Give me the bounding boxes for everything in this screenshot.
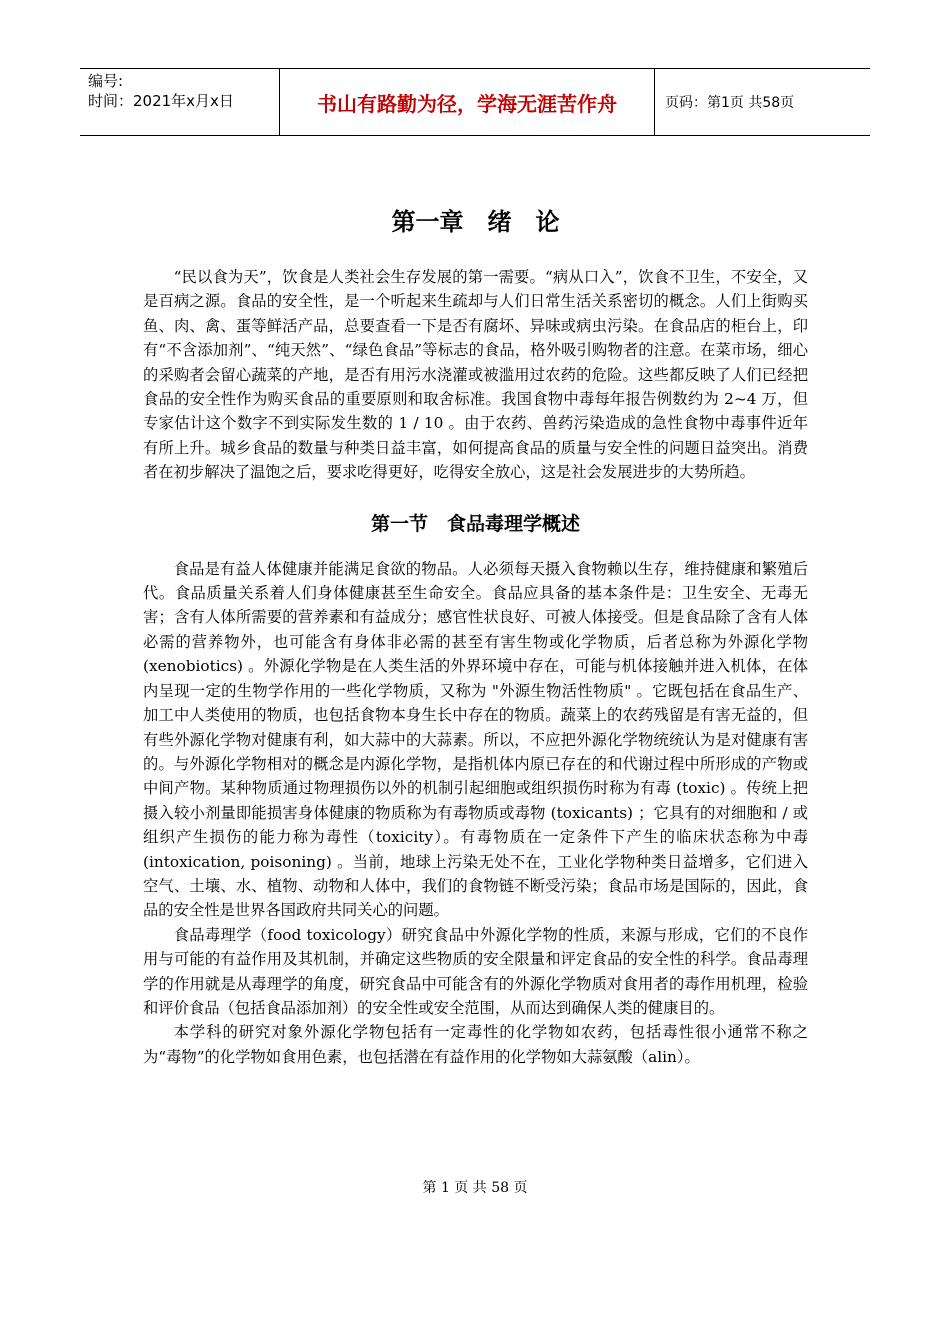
chapter-title: 第一章 绪 论: [391, 208, 560, 236]
document-number: 编号:: [88, 72, 124, 90]
body-paragraph: 食品毒理学（food toxicology）研究食品中外源化学物的性质，来源与形成，它们的不良作用与可能的有益作用及其机制，并确定这些物质的安全限量和评定食品的安全性的科学。食品毒理学的作用就是从毒理学的角度，研究食品中可能含有的外源化学物质对食用者的毒作用机理，检验和评价食品（包括食品添加剂）的安全性或安全范围，从而达到确保人类的健康目的。: [143, 925, 808, 1017]
page-footer: 第 1 页 共 58 页: [422, 1180, 528, 1196]
body-paragraph: 食品是有益人体健康并能满足食欲的物品。人必须每天摄入食物赖以生存，维持健康和繁殖后代。食品质量关系着人们身体健康甚至生命安全。食品应具备的基本条件是：卫生安全、无毒无害；含有人体所需要的营养素和有益成分；感官性状良好、可被人体接受。但是食品除了含有人体必需的营养物外，也可能含有身体非必需的甚至有害生物或化学物质，后者总称为外源化学物 (xenobiotics) 。外源化学物是在人类生活的外界环境中存在，可能与机体接触并进入机体，在体内呈现一定的生物学作用的一些化学物质，又称为 "外源生物活性物质" 。它既包括在食品生产、加工中人类使用的物质，也包括食物本身生长中存在的物质。蔬菜上的农药残留是有害无益的，但有些外源化学物对健康有利，如大蒜中的大蒜素。所以，不应把外源化学物统统认为是对健康有害的。与外源化学物相对的概念是内源化学物，是指机体内原已存在的和代谢过程中所形成的产物或中间产物。某种物质通过物理损伤以外的机制引起细胞或组织损伤时称为有毒 (toxic) 。传统上把摄入较小剂量即能损害身体健康的物质称为有毒物质或毒物 (toxicants) ；它具有的对细胞和 / 或组织产生损伤的能力称为毒性（toxicity）。有毒物质在一定条件下产生的临床状态称为中毒 (intoxication, poisoning) 。当前，地球上污染无处不在，工业化学物种类日益增多，它们进入空气、土壤、水、植物、动物和人体中，我们的食物链不断受污染；食品市场是国际的，因此，食品的安全性是世界各国政府共同关心的问题。: [143, 559, 808, 920]
document-date: 时间：2021年x月x日: [88, 92, 234, 110]
body-paragraph: 本学科的研究对象外源化学物包括有一定毒性的化学物如农药，包括毒性很小通常不称之为“毒物”的化学物如食用色素，也包括潜在有益作用的化学物如大蒜氨酸（alin）。: [143, 1023, 808, 1066]
page-header: [80, 68, 870, 136]
header-motto: 书山有路勤为径，学海无涯苦作舟: [280, 69, 655, 135]
section-title: 第一节 食品毒理学概述: [370, 512, 580, 535]
header-info: [80, 69, 280, 135]
document-body: [143, 205, 808, 1069]
header-page-number: 页码：第1页 共58页: [665, 95, 795, 111]
intro-paragraph: “民以食为天”，饮食是人类社会生存发展的第一需要。“病从口入”，饮食不卫生，不安全，又是百病之源。食品的安全性，是一个听起来生疏却与人们日常生活关系密切的概念。人们上街购买鱼、肉、禽、蛋等鲜活产品，总要查看一下是否有腐坏、异味或病虫污染。在食品店的柜台上，印有“不含添加剂”、“纯天然”、“绿色食品”等标志的食品，格外吸引购物者的注意。在菜市场，细心的采购者会留心蔬菜的产地，是否有用污水浇灌或被滥用过农药的危险。这些都反映了人们已经把食品的安全性作为购买食品的重要原则和取舍标准。我国食物中毒每年报告例数约为 2~4 万，但专家估计这个数字不到实际发生数的 1 / 10 。由于农药、兽药污染造成的急性食物中毒事件近年有所上升。城乡食品的数量与种类日益丰富，如何提高食品的质量与安全性的问题日益突出。消费者在初步解决了温饱之后，要求吃得更好，吃得安全放心，这是社会发展进步的大势所趋。: [143, 268, 808, 482]
